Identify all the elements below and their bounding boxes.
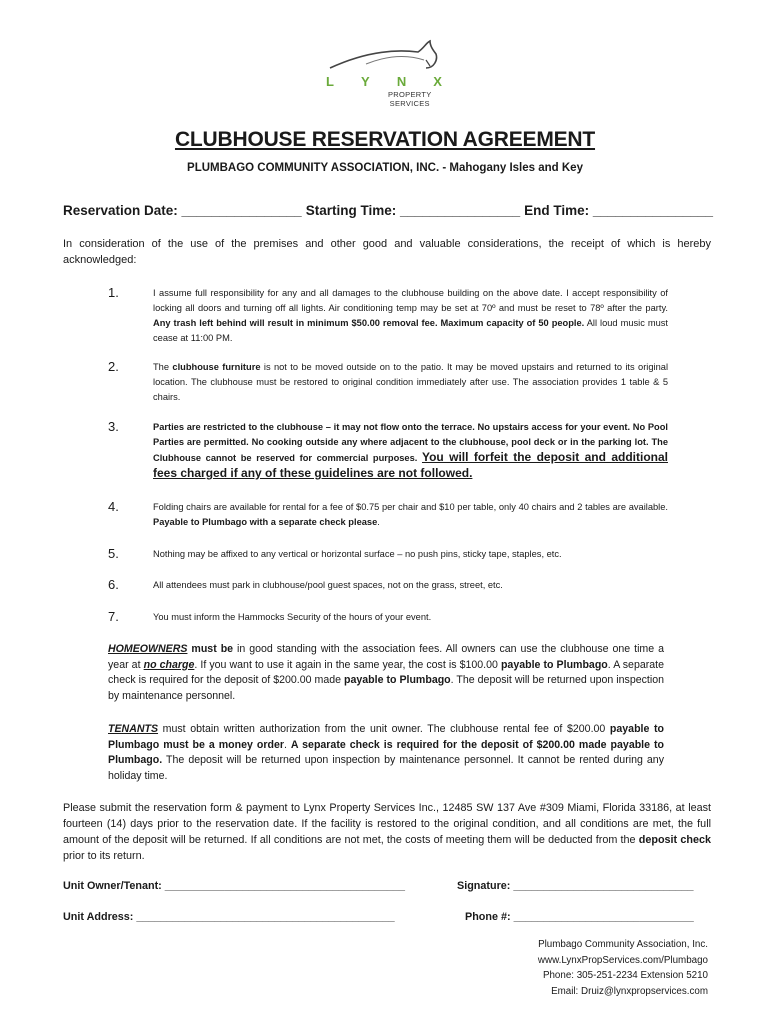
list-item — [108, 500, 668, 530]
intro-paragraph: In consideration of the use of the premises and other good and valuable considerations, the receipt of which is hereby acknowledged: — [63, 238, 711, 266]
page-title: CLUBHOUSE RESERVATION AGREEMENT — [174, 128, 596, 151]
signature-field[interactable]: Signature: ______________________________ — [457, 880, 694, 892]
reservation-fields — [63, 203, 713, 218]
reservation-date-field[interactable]: Reservation Date: ________________ — [63, 203, 302, 218]
item-number: 5. — [108, 546, 119, 561]
list-item — [108, 360, 668, 405]
item-text: All attendees must park in clubhouse/pool guest spaces, not on the grass, street, etc. — [153, 580, 503, 590]
homeowners-paragraph: HOMEOWNERS must be in good standing with the association fees. All owners can use the clubhouse one time a year at no charge. If you want to use it again in the same year, the cost is $100.00 payable to Plumbago. A separate check is required for the deposit of $200.00 made payable to Plumbago. The deposit will be returned upon inspection by maintenance personnel. — [108, 643, 665, 702]
lynx-head-icon — [326, 38, 444, 78]
footer-contact — [538, 937, 708, 999]
starting-time-field[interactable]: Starting Time: ________________ — [305, 203, 521, 218]
item-number: 3. — [108, 419, 119, 434]
tenants-paragraph: TENANTS must obtain written authorization from the unit owner. The clubhouse rental fee of $200.00 payable to Plumbago must be a money order. A separate check is required for the deposit of $200.00 made payable to Plumbago. The deposit will be returned upon inspection by maintenance personnel. It cannot be rented during any holiday time. — [108, 723, 665, 782]
item-text: You must inform the Hammocks Security of the hours of your event. — [153, 612, 432, 622]
item-text: The clubhouse furniture is not to be moved outside on to the patio. It may be moved upstairs and returned to its original location. The clubhouse must be restored to original condition immediately after use. The association provides 1 table & 5 chairs. — [153, 362, 669, 402]
unit-owner-field[interactable]: Unit Owner/Tenant: ________________________________________ — [63, 880, 405, 892]
item-number: 6. — [108, 577, 119, 592]
footer-website-link[interactable]: www.LynxPropServices.com/Plumbago — [537, 954, 708, 966]
page-subtitle: PLUMBAGO COMMUNITY ASSOCIATION, INC. - Mahogany Isles and Key — [187, 162, 583, 174]
footer-phone: Phone: 305-251-2234 Extension 5210 — [542, 970, 708, 981]
list-item — [108, 420, 668, 482]
item-text: I assume full responsibility for any and all damages to the clubhouse building on the above date. I accept responsibility of locking all doors and turning off all lights. Air conditioning temp may be set at 70º and must be reset to 78º after the party. Any trash left behind will result in minimum $50.00 removal fee. Maximum capacity of 50 people. All loud music must cease at 11:00 PM. — [153, 288, 668, 343]
list-item — [108, 578, 668, 593]
footer-email-link[interactable]: Email: Druiz@lynxpropservices.com — [551, 985, 708, 997]
end-time-field[interactable]: End Time: ________________ — [524, 203, 713, 218]
logo-letter: L — [326, 74, 334, 89]
item-text: Parties are restricted to the clubhouse – it may not flow onto the terrace. No upstairs access for your event. No Pool Parties are permitted. No cooking outside any where adjacent to the clubhouse, pool deck or in the parking lot. The Clubhouse cannot be reserved for commercial purposes. You will forfeit the deposit and additional fees charged if any of these guidelines are not followed. — [153, 422, 668, 480]
list-item — [108, 547, 668, 562]
unit-address-field[interactable]: Unit Address: ___________________________________________ — [63, 911, 395, 923]
footer-org: Plumbago Community Association, Inc. — [538, 939, 708, 950]
item-text: Folding chairs are available for rental for a fee of $0.75 per chair and $10 per table, only 40 chairs and 2 tables are available. Payable to Plumbago with a separate check please. — [153, 502, 668, 527]
list-item — [108, 286, 668, 346]
logo-letter: N — [396, 74, 407, 89]
item-number: 7. — [108, 609, 119, 624]
item-number: 1. — [108, 285, 119, 300]
item-number: 4. — [108, 499, 119, 514]
submission-paragraph: Please submit the reservation form & payment to Lynx Property Services Inc., 12485 SW 137 Ave #309 Miami, Florida 33186, at least fourteen (14) days prior to the reservation date. If the facility is restored to the original condition, and all conditions are met, the full amount of the deposit will be returned. If all conditions are not met, the costs of meeting them will be deducted from the deposit check prior to its return. — [63, 802, 711, 862]
list-item — [108, 610, 668, 625]
logo-letter: Y — [361, 74, 370, 89]
logo-subtitle: PROPERTY SERVICES — [388, 90, 432, 108]
lynx-logo — [326, 38, 444, 110]
logo-letter: X — [433, 74, 442, 89]
item-text: Nothing may be affixed to any vertical or horizontal surface – no push pins, sticky tape, staples, etc. — [153, 549, 562, 559]
phone-field[interactable]: Phone #: ______________________________ — [465, 911, 694, 923]
item-number: 2. — [108, 359, 119, 374]
